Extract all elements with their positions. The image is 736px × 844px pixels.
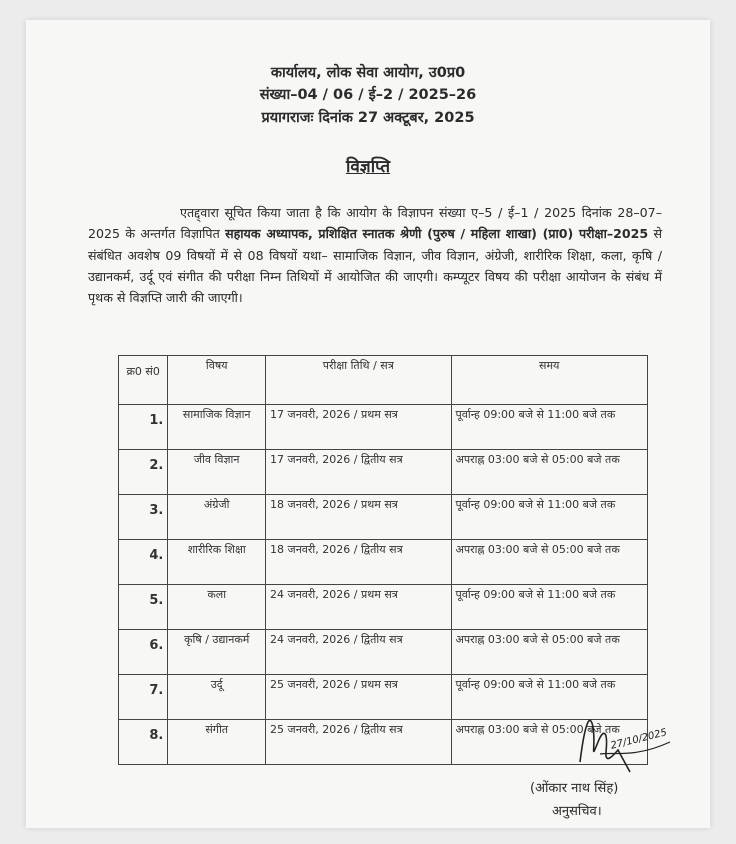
row-serial: 3. bbox=[119, 495, 168, 540]
row-time: अपराह्न 03:00 बजे से 05:00 बजे तक bbox=[451, 720, 647, 765]
notice-paragraph bbox=[88, 202, 662, 308]
row-subject: उर्दू bbox=[168, 675, 266, 720]
table-row bbox=[119, 405, 648, 450]
row-serial: 8. bbox=[119, 720, 168, 765]
paragraph-text-1: एतद्द्वारा सूचित किया जाता है कि आयोग के विज्ञापन संख्या ए–5 / ई–1 / 2025 दिनांक 28–07–2025 के अन्तर्गत विज्ञापित bbox=[88, 205, 662, 242]
row-date-session: 17 जनवरी, 2026 / प्रथम सत्र bbox=[266, 405, 451, 450]
row-subject: शारीरिक शिक्षा bbox=[168, 540, 266, 585]
row-date-session: 24 जनवरी, 2026 / प्रथम सत्र bbox=[266, 585, 451, 630]
row-subject: सामाजिक विज्ञान bbox=[168, 405, 266, 450]
reference-number: संख्या–04 / 06 / ई–2 / 2025–26 bbox=[259, 87, 477, 103]
row-serial: 2. bbox=[119, 450, 168, 495]
row-time: अपराह्न 03:00 बजे से 05:00 बजे तक bbox=[451, 450, 647, 495]
row-serial: 4. bbox=[119, 540, 168, 585]
row-subject: संगीत bbox=[168, 720, 266, 765]
row-subject: जीव विज्ञान bbox=[168, 450, 266, 495]
table-row bbox=[119, 450, 648, 495]
row-date-session: 18 जनवरी, 2026 / द्वितीय सत्र bbox=[266, 540, 451, 585]
header-date-session: परीक्षा तिथि / सत्र bbox=[266, 356, 451, 405]
issue-date: प्रयागराजः दिनांक 27 अक्टूबर, 2025 bbox=[261, 110, 475, 126]
row-time: पूर्वान्ह 09:00 बजे से 11:00 बजे तक bbox=[451, 675, 647, 720]
header-subject: विषय bbox=[168, 356, 266, 405]
notice-title: विज्ञप्ति bbox=[345, 157, 391, 177]
table-header-row bbox=[119, 356, 648, 405]
header-serial: क्र0 सं0 bbox=[119, 356, 168, 405]
row-time: अपराह्न 03:00 बजे से 05:00 बजे तक bbox=[451, 630, 647, 675]
row-time: पूर्वान्ह 09:00 बजे से 11:00 बजे तक bbox=[451, 585, 647, 630]
header-time: समय bbox=[451, 356, 647, 405]
row-serial: 6. bbox=[119, 630, 168, 675]
table-row bbox=[119, 540, 648, 585]
row-time: अपराह्न 03:00 बजे से 05:00 बजे तक bbox=[451, 540, 647, 585]
office-name: कार्यालय, लोक सेवा आयोग, उ0प्र0 bbox=[270, 65, 466, 81]
row-serial: 5. bbox=[119, 585, 168, 630]
row-subject: अंग्रेजी bbox=[168, 495, 266, 540]
table-row bbox=[119, 495, 648, 540]
row-date-session: 24 जनवरी, 2026 / द्वितीय सत्र bbox=[266, 630, 451, 675]
row-date-session: 18 जनवरी, 2026 / प्रथम सत्र bbox=[266, 495, 451, 540]
paragraph-exam-name: सहायक अध्यापक, प्रशिक्षित स्नातक श्रेणी (पुरुष / महिला शाखा) (प्रा0) परीक्षा–2025 bbox=[225, 226, 649, 242]
table-row bbox=[119, 630, 648, 675]
row-serial: 7. bbox=[119, 675, 168, 720]
row-subject: कला bbox=[168, 585, 266, 630]
row-date-session: 25 जनवरी, 2026 / द्वितीय सत्र bbox=[266, 720, 451, 765]
paragraph-text-2: से संबंधित अवशेष 09 विषयों में से 08 विषयों यथा– सामाजिक विज्ञान, जीव विज्ञान, अंग्रेजी, शारीरिक शिक्षा, कला, कृषि / उद्यानकर्म, उर्दू एवं संगीत की परीक्षा निम्न तिथियों में आयोजित की जाएगी। कम्प्यूटर विषय की परीक्षा आयोजन के संबंध में पृथक से विज्ञप्ति जारी की जाएगी। bbox=[88, 226, 663, 306]
signature-date: 27/10/2025 bbox=[609, 727, 669, 752]
row-serial: 1. bbox=[119, 405, 168, 450]
row-subject: कृषि / उद्यानकर्म bbox=[168, 630, 266, 675]
row-date-session: 25 जनवरी, 2026 / प्रथम सत्र bbox=[266, 675, 451, 720]
signatory-designation: अनुसचिव। bbox=[552, 804, 602, 819]
row-date-session: 17 जनवरी, 2026 / द्वितीय सत्र bbox=[266, 450, 451, 495]
table-row bbox=[119, 585, 648, 630]
signatory-name: (ओंकार नाथ सिंह) bbox=[530, 781, 619, 796]
row-time: पूर्वान्ह 09:00 बजे से 11:00 बजे तक bbox=[451, 495, 647, 540]
row-time: पूर्वान्ह 09:00 बजे से 11:00 बजे तक bbox=[451, 405, 647, 450]
